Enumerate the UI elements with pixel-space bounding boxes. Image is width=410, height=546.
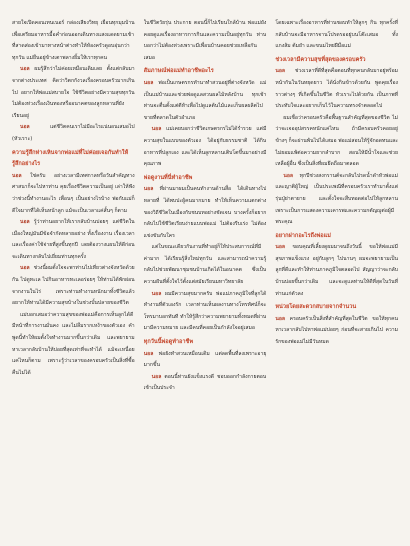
body-paragraph — [12, 263, 135, 309]
body-paragraph — [275, 113, 398, 171]
body-paragraph — [144, 78, 267, 124]
paragraph-text: แม่เคยบอกว่าชีวิตเกษตรกรไม่ได้ร่ำรวย แต่มีความสุขในแบบของตัวเอง ได้อยู่กับธรรมชาติ ได้กินอาหารที่ปลูกเอง และได้เห็นลูกหลานเติบโตขึ้นมาอย่างมีคุณภาพ — [143, 126, 267, 168]
body-paragraph — [12, 64, 135, 122]
speaker-label: นอล — [12, 172, 22, 179]
column-1 — [12, 18, 135, 538]
body-paragraph — [144, 372, 267, 395]
section-heading: สัมภาษณ์พ่อแม่ทำอาชีพอะไร — [143, 68, 214, 75]
paragraph-text: ทุกปีช่วงสงกรานต์จะกลับไปรดน้ำดำหัวพ่อแม่และญาติผู้ใหญ่ เป็นประเพณีที่ครอบครัวเราทำมาตั้งแต่รุ่นปู่ย่าตายาย และตั้งใจจะสืบทอดต่อไปให้ลูกหลาน เพราะเป็นการแสดงความเคารพและความกตัญญูต่อผู้มีพระคุณ — [275, 172, 399, 226]
paragraph-text: แต่ชีวิตคนเราไม่มีอะไรแน่นอนเสมอไป (หัวเราะ) — [12, 124, 135, 142]
speaker-label: นอล — [143, 350, 154, 357]
body-paragraph — [12, 217, 135, 263]
speaker-label: นอล — [283, 172, 294, 179]
speaker-label: นอล — [143, 79, 154, 86]
section-heading: หน่วยโดยสะดวกสบายจากจำนวน — [275, 304, 357, 311]
paragraph-text: ในชีวิตวัยรุ่น ประกาย ตอนนี้ก็ไปเรียนใกล้บ้าน พ่อแม่ยังคอยดูแลเรื่องอาหารการกินและความเป็นอยู่ทุกวัน ท่านบอกว่าไม่ต้องห่วงเพราะมีเพื่อนบ้านคอยช่วยเหลือกันเสมอ — [143, 20, 267, 61]
column-3 — [275, 18, 398, 538]
section-heading: อยากฝากอะไรถึงพ่อแม่ — [275, 232, 331, 239]
body-paragraph — [12, 18, 135, 64]
speaker-label: นอล — [151, 290, 162, 297]
paragraph-text: โดยเฉพาะเรื่องอาหารที่ท่านชอบทำให้ลูกๆ กิน ทุกครั้งที่กลับบ้านจะมีอาหารจานโปรดรออยู่บนโต๊ะเสมอ ทั้งแกงส้ม ต้มยำ และขนมไทยฝีมือแม่ — [275, 20, 399, 50]
speaker-label: นอล — [20, 219, 30, 226]
speaker-label: นอล — [275, 315, 286, 322]
body-paragraph — [12, 122, 135, 145]
paragraph-text: รู้ว่าท่านอยากให้เรากลับบ้านบ่อยๆ แต่ชีวิตในเมืองใหญ่มันมีข้อจำกัดหลายอย่าง ทั้งเรื่องงาน เรื่องเวลา และเรื่องค่าใช้จ่ายที่สูงขึ้นทุกปี เลยต้องวางแผนให้ดีก่อนจะเดินทางกลับไปเยี่ยมท่านทุกครั้ง — [12, 219, 135, 260]
body-paragraph — [275, 66, 398, 112]
section-heading: ช่วงเวลามีความสุขที่สุดของครอบครัว — [275, 56, 366, 63]
body-paragraph — [144, 242, 267, 288]
body-paragraph — [275, 171, 398, 229]
paragraph-text: สายใจเปิดคอนเทนเนอร์ กล่องเสียงวิทยุ เยือนทุกมุมบ้านเพื่อเตรียมอาหารมื้อค่ำก่อนออกเดินทางแสงแดดยามเช้าที่สาดส่องเข้ามาทางหน้าต่างทำให้ห้องครัวดูอบอุ่นกว่าทุกวัน แม่ยืนอยู่ข้างเตาพลางยิ้มให้เราทุกคน — [12, 20, 135, 61]
column-2 — [144, 18, 267, 538]
body-paragraph — [275, 314, 398, 349]
speaker-label: นอล — [151, 126, 162, 133]
paragraph-text: แม่บอกเสมอว่าความสุขของพ่อแม่คือการเห็นลูกได้ดี มีหน้าที่การงานมั่นคง และไม่ลืมรากเหง้าของตัวเอง คำพูดนี้ทำให้ผมตั้งใจทำงานมากขึ้นกว่าเดิม และพยายามหาเวลากลับบ้านให้บ่อยที่สุดเท่าที่จะทำได้ แม้จะเหนื่อยแค่ไหนก็ตาม เพราะรู้ว่าเวลาของครอบครัวเป็นสิ่งที่ซื้อคืนไม่ได้ — [12, 311, 135, 376]
paragraph-text: ช่วงนี้ผมตั้งใจจะพาท่านไปเที่ยวต่างจังหวัดด้วยกัน ไปดูทะเล ไปกินอาหารทะเลอร่อยๆ ให้ท่านได้พักผ่อนจากงานในไร่ เพราะท่านทำงานหนักมาทั้งชีวิตแล้ว อยากให้ท่านได้มีความสุขบ้างในช่วงบั้นปลายของชีวิต — [12, 265, 135, 307]
speaker-label: นอล — [275, 244, 286, 251]
paragraph-text: ตอนนี้ท่านยังแข็งแรงดี ชอบออกกำลังกายตอนเช้าเป็นประจำ — [143, 373, 267, 392]
paragraph-text: ใช่ครับ อย่างเวลามีเทศกาลหรือวันสำคัญทางศาสนาก็จะไปหาท่าน คุยเรื่องชีวิตความเป็นอยู่ เล่าให้ฟังว่าช่วงนี้ทำงานอะไร เพื่อนๆ เป็นอย่างไรบ้าง พ่อกับแม่ก็ดีใจมากที่ได้เห็นหน้าลูก แม้จะเป็นเวลาแค่สั้นๆ ก็ตาม — [12, 172, 135, 214]
speaker-label: นอล — [143, 186, 154, 193]
body-paragraph — [12, 171, 135, 217]
body-paragraph — [144, 289, 267, 335]
speaker-label: นอล — [275, 68, 286, 75]
speaker-label: นอล — [20, 66, 30, 73]
body-paragraph — [144, 124, 267, 170]
text-columns — [12, 18, 398, 538]
paragraph-text: ผมมีความสุขมากครับ พ่อแม่ภาคภูมิใจที่ลูกได้ทำงานที่ตัวเองรัก เวลาท่านเห็นผลงานทางโทรทัศน์ก็จะโทรมาบอกทันที ทำให้รู้สึกว่าความพยายามทั้งหมดที่ผ่านมามีความหมาย และมีคนที่คอยเป็นกำลังใจอยู่เสมอ — [143, 290, 267, 332]
body-paragraph — [144, 18, 267, 64]
body-paragraph — [144, 184, 267, 242]
body-paragraph — [12, 310, 135, 380]
section-heading: ทุกวันนี้พ่อดูทำอาชีพ — [143, 339, 194, 346]
body-paragraph — [144, 349, 267, 372]
paragraph-text: ผมเชื่อว่าครอบครัวคือพื้นฐานสำคัญที่สุดของชีวิต ไม่ว่าจะเจออุปสรรคหนักแค่ไหน ถ้ามีครอบครัวคอยอยู่ข้างๆ ก็จะผ่านพ้นไปได้เสมอ พ่อแม่สอนให้รู้จักอดทนและไม่ยอมแพ้ต่อความยากลำบาก สอนให้มีน้ำใจและช่วยเหลือผู้อื่น ซึ่งเป็นสิ่งที่ผมยึดถือมาตลอด — [275, 114, 399, 168]
paragraph-text: แต่ในขณะเดียวกันงานที่ทำอยู่ก็ให้ประสบการณ์ที่มีค่ามาก ได้เรียนรู้สิ่งใหม่ทุกวัน และสามารถนำความรู้กลับไปช่วยพัฒนาชุมชนบ้านเกิดได้ในอนาคต ซึ่งเป็นความฝันที่ตั้งใจไว้ตั้งแต่สมัยเรียนมหาวิทยาลัย — [143, 244, 267, 286]
speaker-label: นอล — [151, 373, 162, 380]
body-paragraph — [275, 18, 398, 53]
paragraph-text: ครอบครัวเป็นสิ่งที่สำคัญที่สุดในชีวิต ขอให้ทุกคนหาเวลากลับไปหาพ่อแม่บ่อยๆ ก่อนที่จะสายเกินไป ความรักของพ่อแม่ไม่มีวันหมด — [275, 315, 399, 346]
paragraph-text: ผมรู้สึกว่าไม่ค่อยเหมือนเดิมเลย ตั้งแต่กลับมาจากต่างประเทศ คิดว่าวิตกกังวลเรื่องครอบครัวมากเกินไป อยากให้พ่อแม่สบายใจ ใช้ชีวิตอย่างมีความสุขทุกวัน ไม่ต้องห่วงเรื่องเงินทองหรืออนาคตของลูกหลานที่ยังเรียนอยู่ — [12, 66, 135, 119]
paragraph-text: ช่วงเวลาที่ดีที่สุดคือตอนที่ทุกคนกลับมาอยู่พร้อมหน้ากันในวันหยุดยาว ได้นั่งกินข้าวด้วยกัน พูดคุยเรื่องราวต่างๆ ที่เกิดขึ้นในชีวิต หัวเราะไปด้วยกัน เป็นภาพที่ประทับใจและอยากเก็บไว้ในความทรงจำตลอดไป — [275, 68, 399, 110]
paragraph-text: ขอบคุณที่เลี้ยงดูผมมาจนถึงวันนี้ ขอให้พ่อแม่มีสุขภาพแข็งแรง อยู่กับลูกๆ ไปนานๆ ผมจะพยายามเป็นลูกที่ดีและทำให้ท่านภาคภูมิใจตลอดไป สัญญาว่าจะกลับบ้านบ่อยขึ้นกว่าเดิม และจะดูแลท่านให้ดีที่สุดในวันที่ท่านแก่ตัวลง — [275, 244, 399, 297]
section-heading: ความรู้สึกห่างเหินจากพ่อแม่ที่ไม่ค่อยเจอกันทำให้รู้สึกอย่างไร — [12, 149, 129, 168]
speaker-label: นอล — [20, 265, 30, 272]
paragraph-text: พ่อเป็นเกษตรกรทำนาทำสวนอยู่ที่ต่างจังหวัด แม่เป็นแม่บ้านและช่วยพ่อดูแลสวนผลไม้หลังบ้าน ทุกเช้าท่านจะตื่นตั้งแต่ตีห้าเพื่อไปดูแลต้นไม้และเก็บผลผลิตไปขายที่ตลาดในตัวอำเภอ — [143, 79, 267, 121]
body-paragraph — [275, 242, 398, 300]
section-heading: พ่อดูงานที่นี่ทำอาชีพ — [143, 174, 193, 181]
speaker-label: นอล — [20, 124, 30, 131]
paragraph-text: พ่อยังทำสวนเหมือนเดิม แต่ลดพื้นที่ลงเพราะอายุมากขึ้น — [143, 350, 267, 369]
paragraph-text: ที่ผ่านมาผมเป็นคนทำงานด้านสื่อ ได้เดินทางไปหลายที่ ได้พบปะผู้คนมากมาย ทำให้เห็นความแตกต่างของวิถีชีวิตในเมืองกับชนบทอย่างชัดเจน บางครั้งก็อยากกลับไปใช้ชีวิตเรียบง่ายแบบพ่อแม่ ไม่ต้องรีบเร่ง ไม่ต้องแข่งขันกับใคร — [143, 186, 267, 239]
